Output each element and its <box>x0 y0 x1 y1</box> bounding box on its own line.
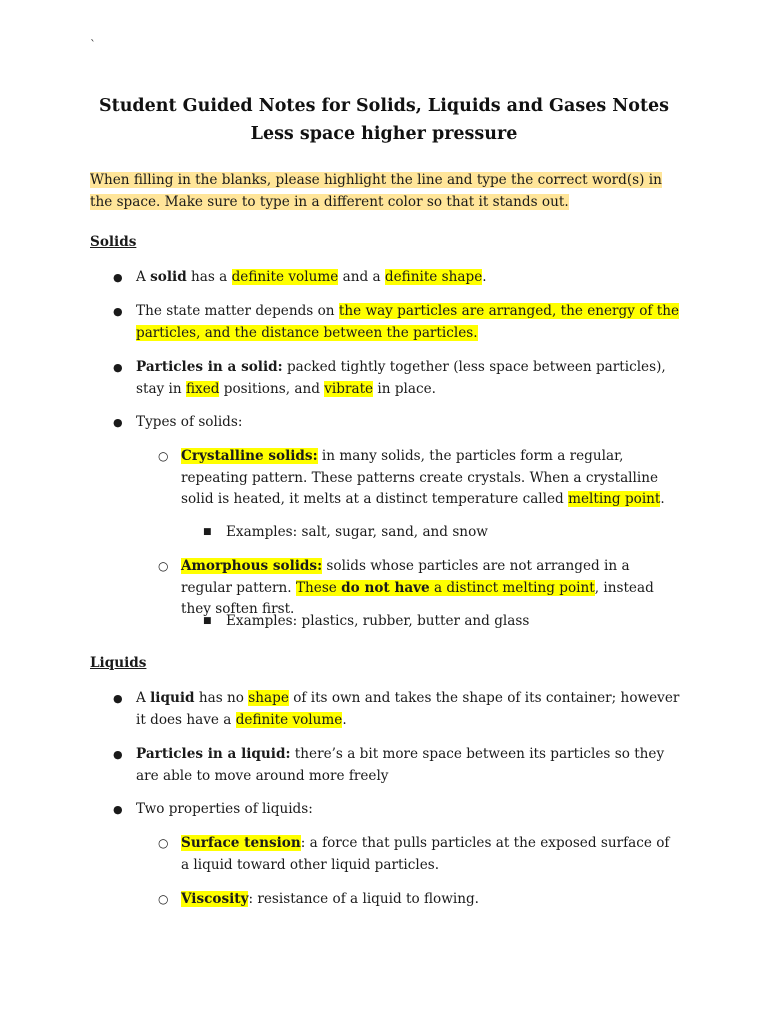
bullet-dot: ● <box>113 692 123 705</box>
section-heading-solids: Solids <box>90 234 137 250</box>
text: . <box>660 491 665 507</box>
text: there’s a bit more space between its particles so they are able to move around more freely <box>136 746 665 784</box>
term-amorphous: Amorphous solids: <box>181 558 323 574</box>
solids-item-definition <box>136 267 681 289</box>
solids-item-particles <box>136 357 681 400</box>
text: and a <box>338 269 385 285</box>
answer-arrangement: the way particles are arranged, the energy of the particles, and the distance between the particles. <box>136 303 680 341</box>
liquids-item-particles <box>136 744 681 787</box>
document-title: Student Guided Notes for Solids, Liquids and Gases Notes <box>98 96 670 116</box>
text: . <box>342 711 347 728</box>
answer-definite-volume: definite volume <box>235 711 343 728</box>
term-surface-tension: Surface tension <box>181 835 301 851</box>
bullet-dot: ● <box>113 416 123 429</box>
text: solids whose particles are not arranged in a regular pattern. <box>181 558 630 596</box>
text: in many solids, the particles form a regular, repeating pattern. These patterns create crystals. When a crystalline solid is heated, it melts at a distinct temperature called <box>181 448 659 507</box>
bullet-dot: ● <box>113 748 123 761</box>
text: packed tightly together (less space between particles), stay in <box>136 359 666 397</box>
term-particles-solid: Particles in a solid: <box>136 359 283 375</box>
term-liquid: liquid <box>150 690 195 706</box>
header-mark: ` <box>90 38 96 52</box>
answer-distinct-melting-point: a distinct melting point <box>429 579 595 596</box>
solids-item-types: Types of solids: <box>136 414 243 430</box>
text: A <box>136 690 151 706</box>
text: A <box>136 269 151 285</box>
instructions-text: When filling in the blanks, please highlight the line and type the correct word(s) in the space. Make sure to type in a different color so that it stands out. <box>90 172 662 210</box>
answer-these: These <box>295 579 342 596</box>
answer-definite-volume: definite volume <box>231 269 339 285</box>
text: . <box>482 269 487 285</box>
solids-item-state-matter <box>136 301 681 344</box>
answer-fixed: fixed <box>185 380 220 397</box>
bullet-dot: ● <box>113 361 123 374</box>
section-heading-liquids: Liquids <box>90 655 147 671</box>
term-particles-liquid: Particles in a liquid: <box>136 746 291 762</box>
bullet-square: ■ <box>203 616 212 626</box>
bullet-circle: ○ <box>158 892 169 906</box>
amorphous-examples: Examples: plastics, rubber, butter and glass <box>226 613 530 629</box>
answer-melting-point: melting point <box>568 491 661 507</box>
text: : resistance of a liquid to flowing. <box>248 891 479 907</box>
bullet-dot: ● <box>113 305 123 318</box>
answer-definite-shape: definite shape <box>384 269 483 285</box>
answer-vibrate: vibrate <box>324 380 374 397</box>
text: The state matter depends on <box>136 303 339 319</box>
text: , instead they soften first. <box>181 579 654 617</box>
bullet-circle: ○ <box>158 449 169 463</box>
liquids-item-properties: Two properties of liquids: <box>136 801 313 817</box>
term-viscosity: Viscosity <box>181 891 249 907</box>
crystalline-solids <box>181 446 681 511</box>
bullet-circle: ○ <box>158 836 169 850</box>
term-crystalline: Crystalline solids: <box>181 448 318 464</box>
bullet-circle: ○ <box>158 559 169 573</box>
document-subtitle: Less space higher pressure <box>250 124 518 144</box>
bullet-dot: ● <box>113 271 123 284</box>
term-solid: solid <box>150 269 187 285</box>
viscosity <box>181 889 681 911</box>
bullet-square: ■ <box>203 527 212 537</box>
text: positions, and <box>219 380 325 397</box>
bullet-dot: ● <box>113 803 123 816</box>
text: in place. <box>373 380 436 397</box>
liquids-item-definition <box>136 688 681 731</box>
answer-shape: shape <box>248 690 289 706</box>
answer-do-not-have: do not have <box>341 579 430 596</box>
text: : a force that pulls particles at the exposed surface of a liquid toward other liquid particles. <box>181 835 670 873</box>
surface-tension <box>181 833 681 876</box>
text: has a <box>186 269 232 285</box>
crystalline-examples: Examples: salt, sugar, sand, and snow <box>226 524 488 540</box>
instructions <box>90 169 680 213</box>
text: has no <box>194 690 249 706</box>
text: of its own and takes the shape of its container; however it does have a <box>136 690 680 728</box>
